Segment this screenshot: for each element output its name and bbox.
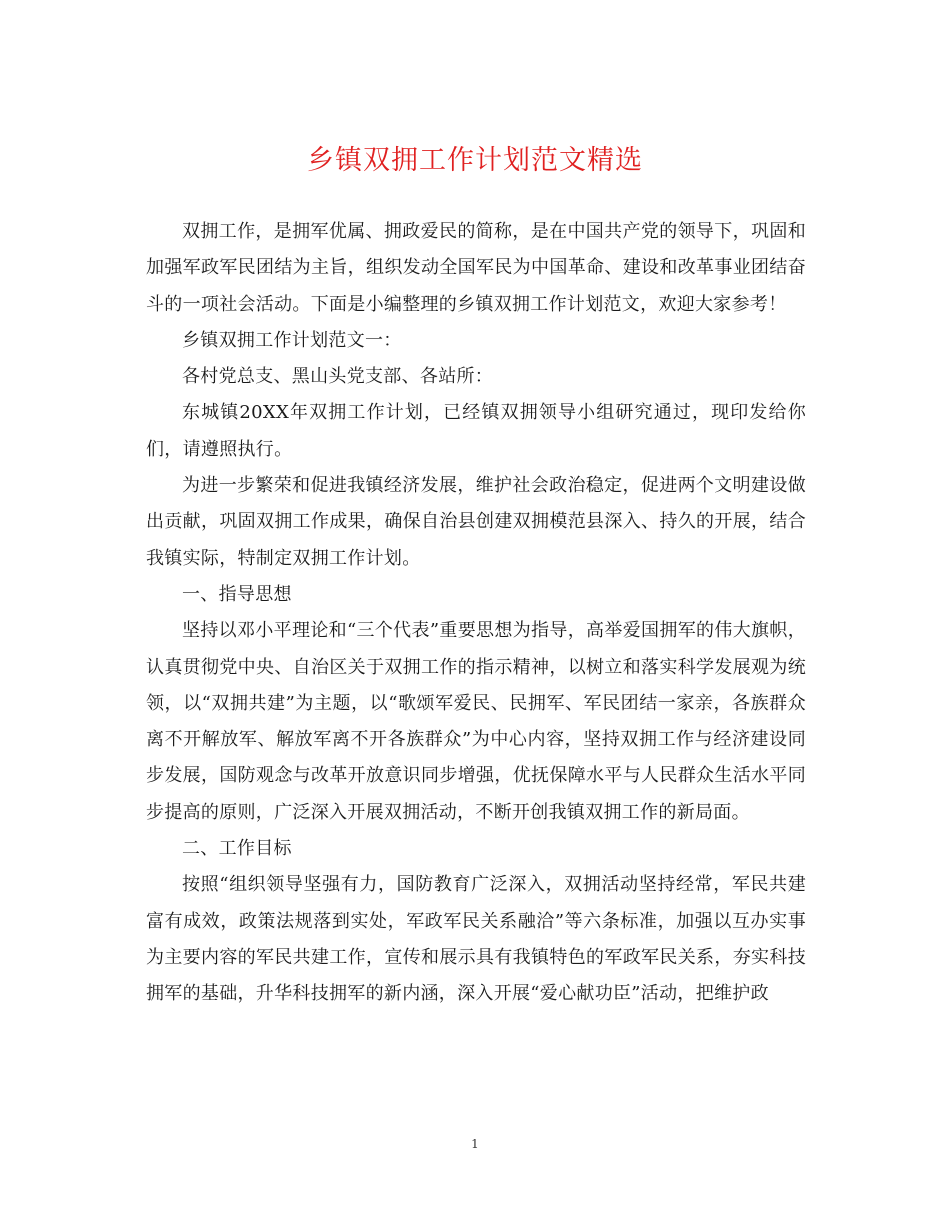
paragraph-addressee: 各村党总支、黑山头党支部、各站所： — [182, 366, 494, 388]
paragraph-purpose: 为进一步繁荣和促进我镇经济发展，维护社会政治稳定，促进两个文明建设做出贡献，巩固双拥工作成果，确保自治县创建双拥模范县深入、持久的开展，结合我镇实际，特制定双拥工作计划。 — [146, 475, 806, 569]
section-heading-guiding-thought: 一、指导思想 — [182, 583, 292, 605]
paragraph-intro: 双拥工作，是拥军优属、拥政爱民的简称，是在中国共产党的领导下，巩固和加强军政军民团结为主旨，组织发动全国军民为中国革命、建设和改革事业团结奋斗的一项社会活动。下面是小编整理的乡镇双拥工作计划范文，欢迎大家参考！ — [146, 221, 806, 315]
page-number: 1 — [471, 1137, 479, 1151]
section-heading-work-goals: 二、工作目标 — [182, 838, 292, 860]
paragraph-notice: 东城镇20XX年双拥工作计划，已经镇双拥领导小组研究通过，现印发给你们，请遵照执行。 — [146, 402, 806, 460]
document-body — [146, 214, 806, 1013]
document-title: 乡镇双拥工作计划范文精选 — [307, 145, 643, 176]
paragraph-guiding-thought: 坚持以邓小平理论和“三个代表”重要思想为指导，高举爱国拥军的伟大旗帜，认真贯彻党中央、自治区关于双拥工作的指示精神，以树立和落实科学发展观为统领，以“双拥共建”为主题，以“歌颂军爱民、民拥军、军民团结一家亲，各族群众离不开解放军、解放军离不开各族群众”为中心内容，坚持双拥工作与经济建设同步发展，国防观念与改革开放意识同步增强，优抚保障水平与人民群众生活水平同步提高的原则，广泛深入开展双拥活动，不断开创我镇双拥工作的新局面。 — [146, 620, 806, 823]
paragraph-plan-heading: 乡镇双拥工作计划范文一： — [182, 329, 402, 351]
paragraph-work-goals: 按照“组织领导坚强有力，国防教育广泛深入，双拥活动坚持经常，军民共建富有成效，政策法规落到实处，军政军民关系融洽”等六条标准，加强以互办实事为主要内容的军民共建工作，宣传和展示具有我镇特色的军政军民关系，夯实科技拥军的基础，升华科技拥军的新内涵，深入开展“爱心献功臣”活动，把维护政 — [146, 874, 806, 1005]
